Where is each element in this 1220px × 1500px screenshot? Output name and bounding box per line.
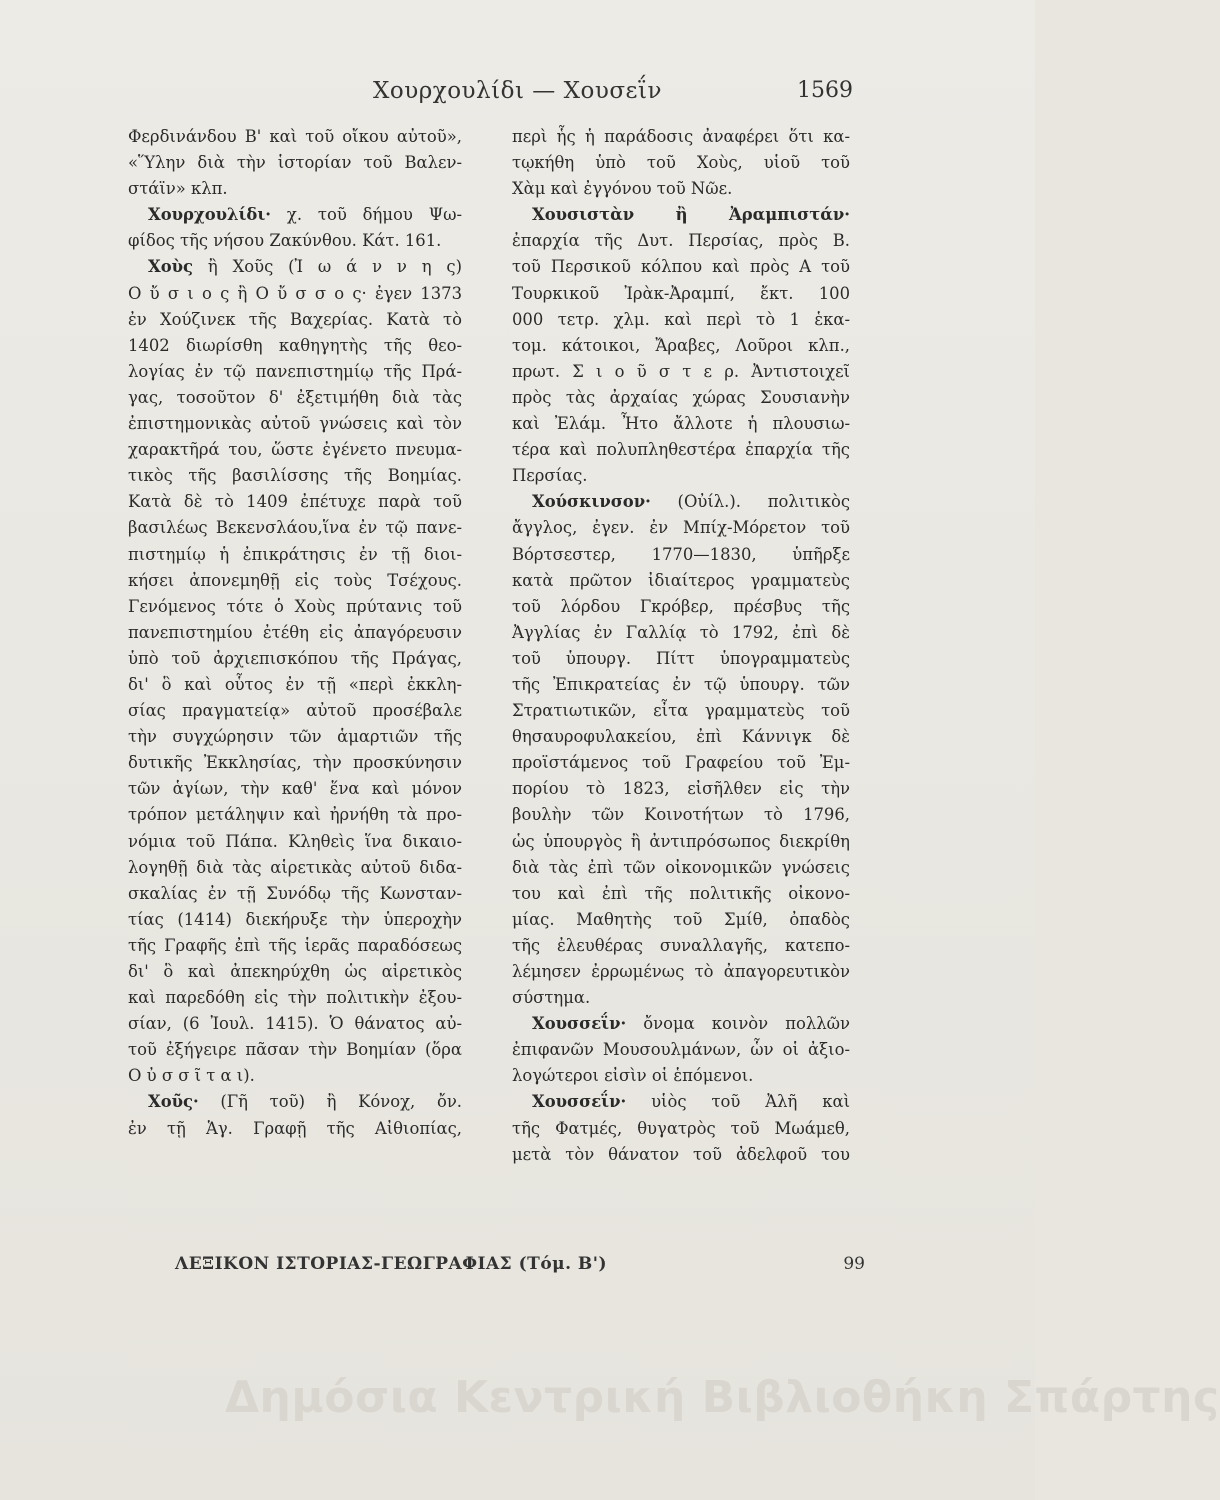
page-number: 1569	[797, 78, 853, 103]
text-line: σκαλίας ἐν τῇ Συνόδῳ τῆς Κωνσταν-	[128, 883, 462, 903]
text-line: Χοὺς ἢ Χοῦς (Ἰ ω ά ν ν η ς)	[148, 257, 462, 277]
library-watermark: Δημόσια Κεντρική Βιβλιοθήκη Σπάρτης	[225, 1372, 1220, 1423]
text-line: φίδος τῆς νήσου Ζακύνθου. Κάτ. 161.	[128, 231, 442, 251]
entry-headword: Χοὺς	[148, 257, 194, 277]
entry-headword: Χούσκινσον·	[532, 492, 651, 512]
text-line: τοῦ ἐξήγειρε πᾶσαν τὴν Βοημίαν (ὅρα	[128, 1040, 462, 1060]
text-line: του καὶ ἐπὶ τῆς πολιτικῆς οἰκονο-	[512, 883, 850, 903]
text-line: Χοῦς· (Γῆ τοῦ) ἢ Κόνοχ, ὄν.	[148, 1092, 462, 1112]
text-line: νόμια τοῦ Πάπα. Κληθεὶς ἵνα δικαιο-	[128, 831, 462, 851]
page-footer	[175, 1254, 865, 1274]
running-title: Χουρχουλίδι — Χουσεΐν	[373, 78, 662, 104]
text-line: μίας. Μαθητὴς τοῦ Σμίθ, ὀπαδὸς	[512, 909, 850, 929]
text-line: τῳκήθη ὑπὸ τοῦ Χοὺς, υἱοῦ τοῦ	[512, 153, 850, 173]
text-line: τῶν ἁγίων, τὴν καθ' ἕνα καὶ μόνον	[128, 779, 462, 799]
text-line: γας, τοσοῦτον δ' ἐξετιμήθη διὰ τὰς	[128, 387, 462, 407]
entry-headword: Χουρχουλίδι·	[148, 205, 272, 225]
text-line: Περσίας.	[512, 466, 588, 486]
text-line: πρὸς τὰς ἀρχαίας χώρας Σουσιανὴν	[512, 387, 850, 407]
text-line: τίας (1414) διεκήρυξε τὴν ὑπεροχὴν	[128, 909, 462, 929]
text-line: τρόπον μετάληψιν καὶ ἠρνήθη τὰ προ-	[128, 805, 462, 825]
left-text-column	[128, 124, 462, 1142]
text-line: πιστημίῳ ἡ ἐπικράτησις ἐν τῇ διοι-	[128, 544, 462, 564]
text-line: τοῦ λόρδου Γκρόβερ, πρέσβυς τῆς	[512, 596, 850, 616]
entry-headword: Χουσσεΐν·	[532, 1014, 627, 1034]
text-line: ὡς ὑπουργὸς ἢ ἀντιπρόσωπος διεκρίθη	[512, 831, 850, 851]
text-line: δι' ὃ καὶ οὗτος ἐν τῇ «περὶ ἐκκλη-	[128, 674, 462, 694]
text-line: στάϊν» κλπ.	[128, 179, 228, 199]
text-line: πανεπιστημίου ἐτέθη εἰς ἀπαγόρευσιν	[128, 622, 462, 642]
text-line: καὶ παρεδόθη εἰς τὴν πολιτικὴν ἐξου-	[128, 988, 462, 1008]
text-line: Χουσσεΐν· ὄνομα κοινὸν πολλῶν	[532, 1014, 850, 1034]
text-line: βασιλέως Βεκενσλάου,ἵνα ἐν τῷ πανε-	[128, 518, 462, 538]
right-text-column	[512, 124, 850, 1168]
text-line: κήσει ἀπονεμηθῇ εἰς τοὺς Τσέχους.	[128, 570, 462, 590]
text-line: 000 τετρ. χλμ. καὶ περὶ τὸ 1 ἑκα-	[512, 309, 850, 329]
text-line: πρωτ. Σ ι ο ῦ σ τ ε ρ. Ἀντιστοιχεῖ	[512, 361, 850, 381]
text-line: τῆς Ἐπικρατείας ἐν τῷ ὑπουργ. τῶν	[512, 674, 850, 694]
text-line: τῆς Φατμές, θυγατρὸς τοῦ Μωάμεθ,	[512, 1118, 850, 1138]
text-line: τικὸς τῆς βασιλίσσης τῆς Βοημίας.	[128, 466, 462, 486]
text-line: ἐν τῇ Ἁγ. Γραφῇ τῆς Αἰθιοπίας,	[128, 1118, 462, 1138]
text-line: τῆς Γραφῆς ἐπὶ τῆς ἱερᾶς παραδόσεως	[128, 935, 462, 955]
text-line: Τουρκικοῦ Ἰρὰκ-Ἀραμπί, ἔκτ. 100	[512, 283, 850, 303]
text-line: ἐπαρχία τῆς Δυτ. Περσίας, πρὸς Β.	[512, 231, 850, 251]
text-line: 1402 διωρίσθη καθηγητὴς τῆς θεο-	[128, 335, 462, 355]
text-line: τὴν συγχώρησιν τῶν ἁμαρτιῶν τῆς	[128, 727, 462, 747]
text-line: προϊστάμενος τοῦ Γραφείου τοῦ Ἐμ-	[512, 753, 850, 773]
text-line: χαρακτῆρά του, ὥστε ἐγένετο πνευμα-	[128, 440, 462, 460]
text-line: Γενόμενος τότε ὁ Χοὺς πρύτανις τοῦ	[128, 596, 462, 616]
text-line: ἐπιφανῶν Μουσουλμάνων, ὧν οἱ ἀξιο-	[512, 1040, 850, 1060]
text-line: λογηθῇ διὰ τὰς αἱρετικὰς αὐτοῦ διδα-	[128, 857, 462, 877]
entry-headword: Χουσιστὰν ἢ Ἀραμπιστάν·	[532, 205, 850, 225]
text-line: τῆς ἐλευθέρας συναλλαγῆς, κατεπο-	[512, 935, 850, 955]
text-line: κατὰ πρῶτον ἰδιαίτερος γραμματεὺς	[512, 570, 850, 590]
text-line: πορίου τὸ 1823, εἰσῆλθεν εἰς τὴν	[512, 779, 850, 799]
text-line: σίας πραγματείᾳ» αὐτοῦ προσέβαλε	[128, 701, 462, 721]
text-line: σύστημα.	[512, 988, 591, 1008]
text-line	[512, 202, 850, 228]
text-line: Χὰμ καὶ ἐγγόνου τοῦ Νῶε.	[512, 179, 733, 199]
text-line: περὶ ἧς ἡ παράδοσις ἀναφέρει ὅτι κα-	[512, 127, 850, 146]
entry-headword: Χοῦς·	[148, 1092, 199, 1112]
text-line: Φερδινάνδου Β' καὶ τοῦ οἴκου αὐτοῦ»,	[128, 127, 462, 146]
text-line: Ο ὐ σ σ ῖ τ α ι).	[128, 1066, 255, 1086]
text-line: δυτικῆς Ἐκκλησίας, τὴν προσκύνησιν	[128, 753, 462, 773]
text-line: Ο ὔ σ ι ο ς ἢ Ο ὔ σ σ ο ς· ἐγεν 1373	[128, 283, 462, 303]
text-line: καὶ Ἐλάμ. Ἦτο ἄλλοτε ἡ πλουσιω-	[512, 414, 850, 434]
signature-number: 99	[843, 1254, 865, 1274]
text-line: Βόρτσεστερ, 1770—1830, ὑπῆρξε	[512, 544, 850, 564]
text-line: Χουσσεΐν· υἱὸς τοῦ Ἀλῆ καὶ	[532, 1092, 850, 1112]
text-line: τοῦ ὑπουργ. Πίττ ὑπογραμματεὺς	[512, 648, 850, 668]
text-line: Ἀγγλίας ἐν Γαλλίᾳ τὸ 1792, ἐπὶ δὲ	[512, 622, 850, 642]
text-line: Κατὰ δὲ τὸ 1409 ἐπέτυχε παρὰ τοῦ	[128, 492, 462, 512]
text-line: δι' ὃ καὶ ἀπεκηρύχθη ὡς αἱρετικὸς	[128, 962, 462, 981]
text-line: «Ὕλην διὰ τὴν ἱστορίαν τοῦ Βαλεν-	[128, 153, 462, 173]
text-line: λογώτεροι εἰσὶν οἱ ἑπόμενοι.	[512, 1066, 754, 1086]
text-line: Χούσκινσον· (Οὐίλ.). πολιτικὸς	[532, 492, 850, 512]
text-line: διὰ τὰς ἐπὶ τῶν οἰκονομικῶν γνώσεις	[512, 857, 850, 877]
text-line: ἐπιστημονικὰς αὐτοῦ γνώσεις καὶ τὸν	[128, 414, 462, 434]
text-line: ἐν Χούζινεκ τῆς Βαχερίας. Κατὰ τὸ	[128, 309, 462, 329]
text-line: μετὰ τὸν θάνατον τοῦ ἀδελφοῦ του	[512, 1144, 850, 1164]
entry-headword: Χουσσεΐν·	[532, 1092, 627, 1112]
text-line: λογίας ἐν τῷ πανεπιστημίῳ τῆς Πρά-	[128, 361, 462, 381]
text-line: θησαυροφυλακείου, ἐπὶ Κάννιγκ δὲ	[512, 727, 850, 747]
text-line: τέρα καὶ πολυπληθεστέρα ἐπαρχία τῆς	[512, 440, 850, 460]
text-line: Στρατιωτικῶν, εἶτα γραμματεὺς τοῦ	[512, 701, 850, 721]
text-line: ὑπὸ τοῦ ἀρχιεπισκόπου τῆς Πράγας,	[128, 648, 462, 668]
text-line: Χουρχουλίδι· χ. τοῦ δήμου Ψω-	[148, 205, 462, 225]
footer-title: ΛΕΞΙΚΟΝ ΙΣΤΟΡΙΑΣ-ΓΕΩΓΡΑΦΙΑΣ (Τόμ. Β')	[175, 1254, 608, 1274]
text-line: τοῦ Περσικοῦ κόλπου καὶ πρὸς Α τοῦ	[512, 257, 850, 277]
text-line: λέμησεν ἐρρωμένως τὸ ἀπαγορευτικὸν	[512, 962, 850, 981]
text-line: σίαν, (6 Ἰουλ. 1415). Ὁ θάνατος αὐ-	[128, 1014, 462, 1034]
text-line: βουλὴν τῶν Κοινοτήτων τὸ 1796,	[512, 805, 850, 825]
text-line: τομ. κάτοικοι, Ἄραβες, Λοῦροι κλπ.,	[512, 335, 850, 355]
text-line: ἄγγλος, ἐγεν. ἐν Μπίχ-Μόρετον τοῦ	[512, 518, 850, 538]
